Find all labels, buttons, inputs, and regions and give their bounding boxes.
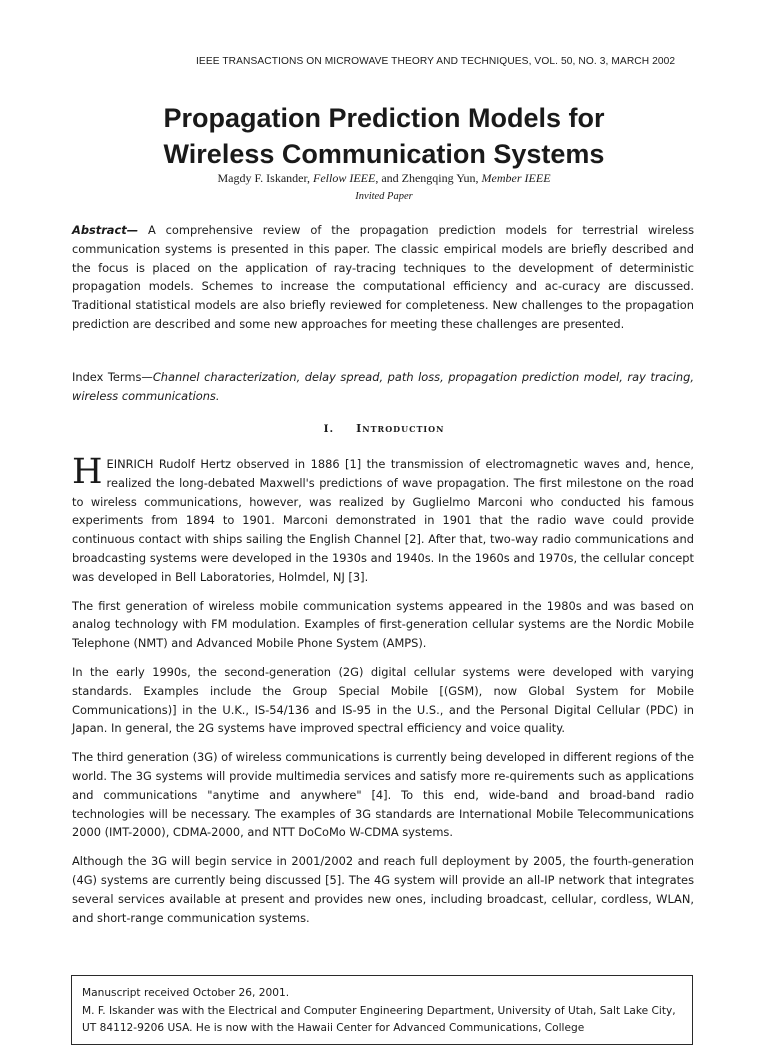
abstract-text: A comprehensive review of the propagation prediction models for terrestrial wireless communication systems is presented in this paper. The classic empirical models are briefly described and the focus is placed on the application of ray-tracing techniques to the development of deterministic propagation models. Schemes to increase the computational efficiency and ac-curacy are discussed. Traditional statistical models are also briefly reviewed for completeness. New challenges to the propagation prediction are described and some new approaches for meeting these challenges are presented.: [72, 223, 694, 331]
footnote-author-affiliation: M. F. Iskander was with the Electrical and Computer Engineering Department, University of Utah, Salt Lake City, UT 84112-9206 USA. He is now with the Hawaii Center for Advanced Communications, College: [82, 1004, 676, 1034]
intro-paragraph-1-text: EINRICH Rudolf Hertz observed in 1886 [1] the transmission of electromagnetic waves and, hence, realized the long-debated Maxwell's predictions of wave propagation. The first milestone on the road to wireless communications, however, was realized by Guglielmo Marconi who conducted his famous experiments from 1894 to 1901. Marconi demonstrated in 1901 that the radio wave could provide continuous contact with ships sailing the English Channel [2]. After that, two-way radio communications and broadcasting systems were developed in the 1930s and 1940s. In the 1960s and 1970s, the cellular concept was developed in Bell Laboratories, Holmdel, NJ [3].: [72, 457, 694, 584]
section-heading-introduction: [0, 422, 768, 435]
introduction-body: [72, 452, 694, 937]
section-title: Introduction: [356, 422, 445, 435]
paper-title: [0, 100, 768, 172]
footnote-box: [71, 975, 693, 1045]
abstract: [72, 221, 694, 334]
index-terms-label: Index Terms—: [72, 370, 153, 384]
intro-paragraph-3: In the early 1990s, the second-generation (2G) digital cellular systems were developed with varying standards. Examples include the Group Special Mobile [(GSM), now Global System for Mobile Communications)] in the U.K., IS-54/136 and IS-95 in the U.S., and the Personal Digital Cellular (PDC) in Japan. In general, the 2G systems have improved spectral efficiency and voice quality.: [72, 664, 694, 736]
author-connector: , and Zhengqing Yun,: [375, 171, 482, 185]
invited-paper-note: Invited Paper: [355, 191, 413, 202]
title-line-2: Wireless Communication Systems: [163, 139, 605, 169]
intro-paragraph-4: The third generation (3G) of wireless communications is currently being developed in different regions of the world. The 3G systems will provide multimedia services and satisfy more re-quirements such as applications and communications "anytime and anywhere" [4]. To this end, wide-band and broad-band radio technologies will be necessary. The examples of 3G standards are International Mobile Telecommunications 2000 (IMT-2000), CDMA-2000, and NTT DoCoMo W-CDMA systems.: [72, 750, 694, 840]
section-number: I.: [323, 423, 335, 435]
author-2-title: Member IEEE: [481, 171, 551, 185]
author-line: [0, 171, 768, 186]
drop-cap: H: [72, 452, 103, 492]
index-terms: [72, 368, 694, 406]
intro-paragraph-5: Although the 3G will begin service in 2001/2002 and reach full deployment by 2005, the fourth-generation (4G) systems are currently being discussed [5]. The 4G system will provide an all-IP network that integrates several services available at present and provides new ones, including broadcast, cellular, cordless, WLAN, and short-range communication systems.: [72, 854, 694, 925]
abstract-label: Abstract—: [72, 223, 139, 237]
footnote-manuscript-received: Manuscript received October 26, 2001.: [82, 987, 290, 999]
intro-paragraph-2: The first generation of wireless mobile communication systems appeared in the 1980s and was based on analog technology with FM modulation. Examples of first-generation cellular systems are the Nordic Mobile Telephone (NMT) and Advanced Mobile Phone System (AMPS).: [72, 598, 694, 651]
title-line-1: Propagation Prediction Models for: [163, 103, 605, 133]
author-1-title: Fellow IEEE: [313, 171, 376, 185]
index-terms-list: Channel characterization, delay spread, path loss, propagation prediction model, ray tracing, wireless communications.: [72, 370, 694, 403]
intro-paragraph-1: [72, 452, 694, 587]
author-1: Magdy F. Iskander,: [217, 171, 313, 185]
running-head: IEEE TRANSACTIONS ON MICROWAVE THEORY AND TECHNIQUES, VOL. 50, NO. 3, MARCH 2002: [196, 56, 676, 67]
